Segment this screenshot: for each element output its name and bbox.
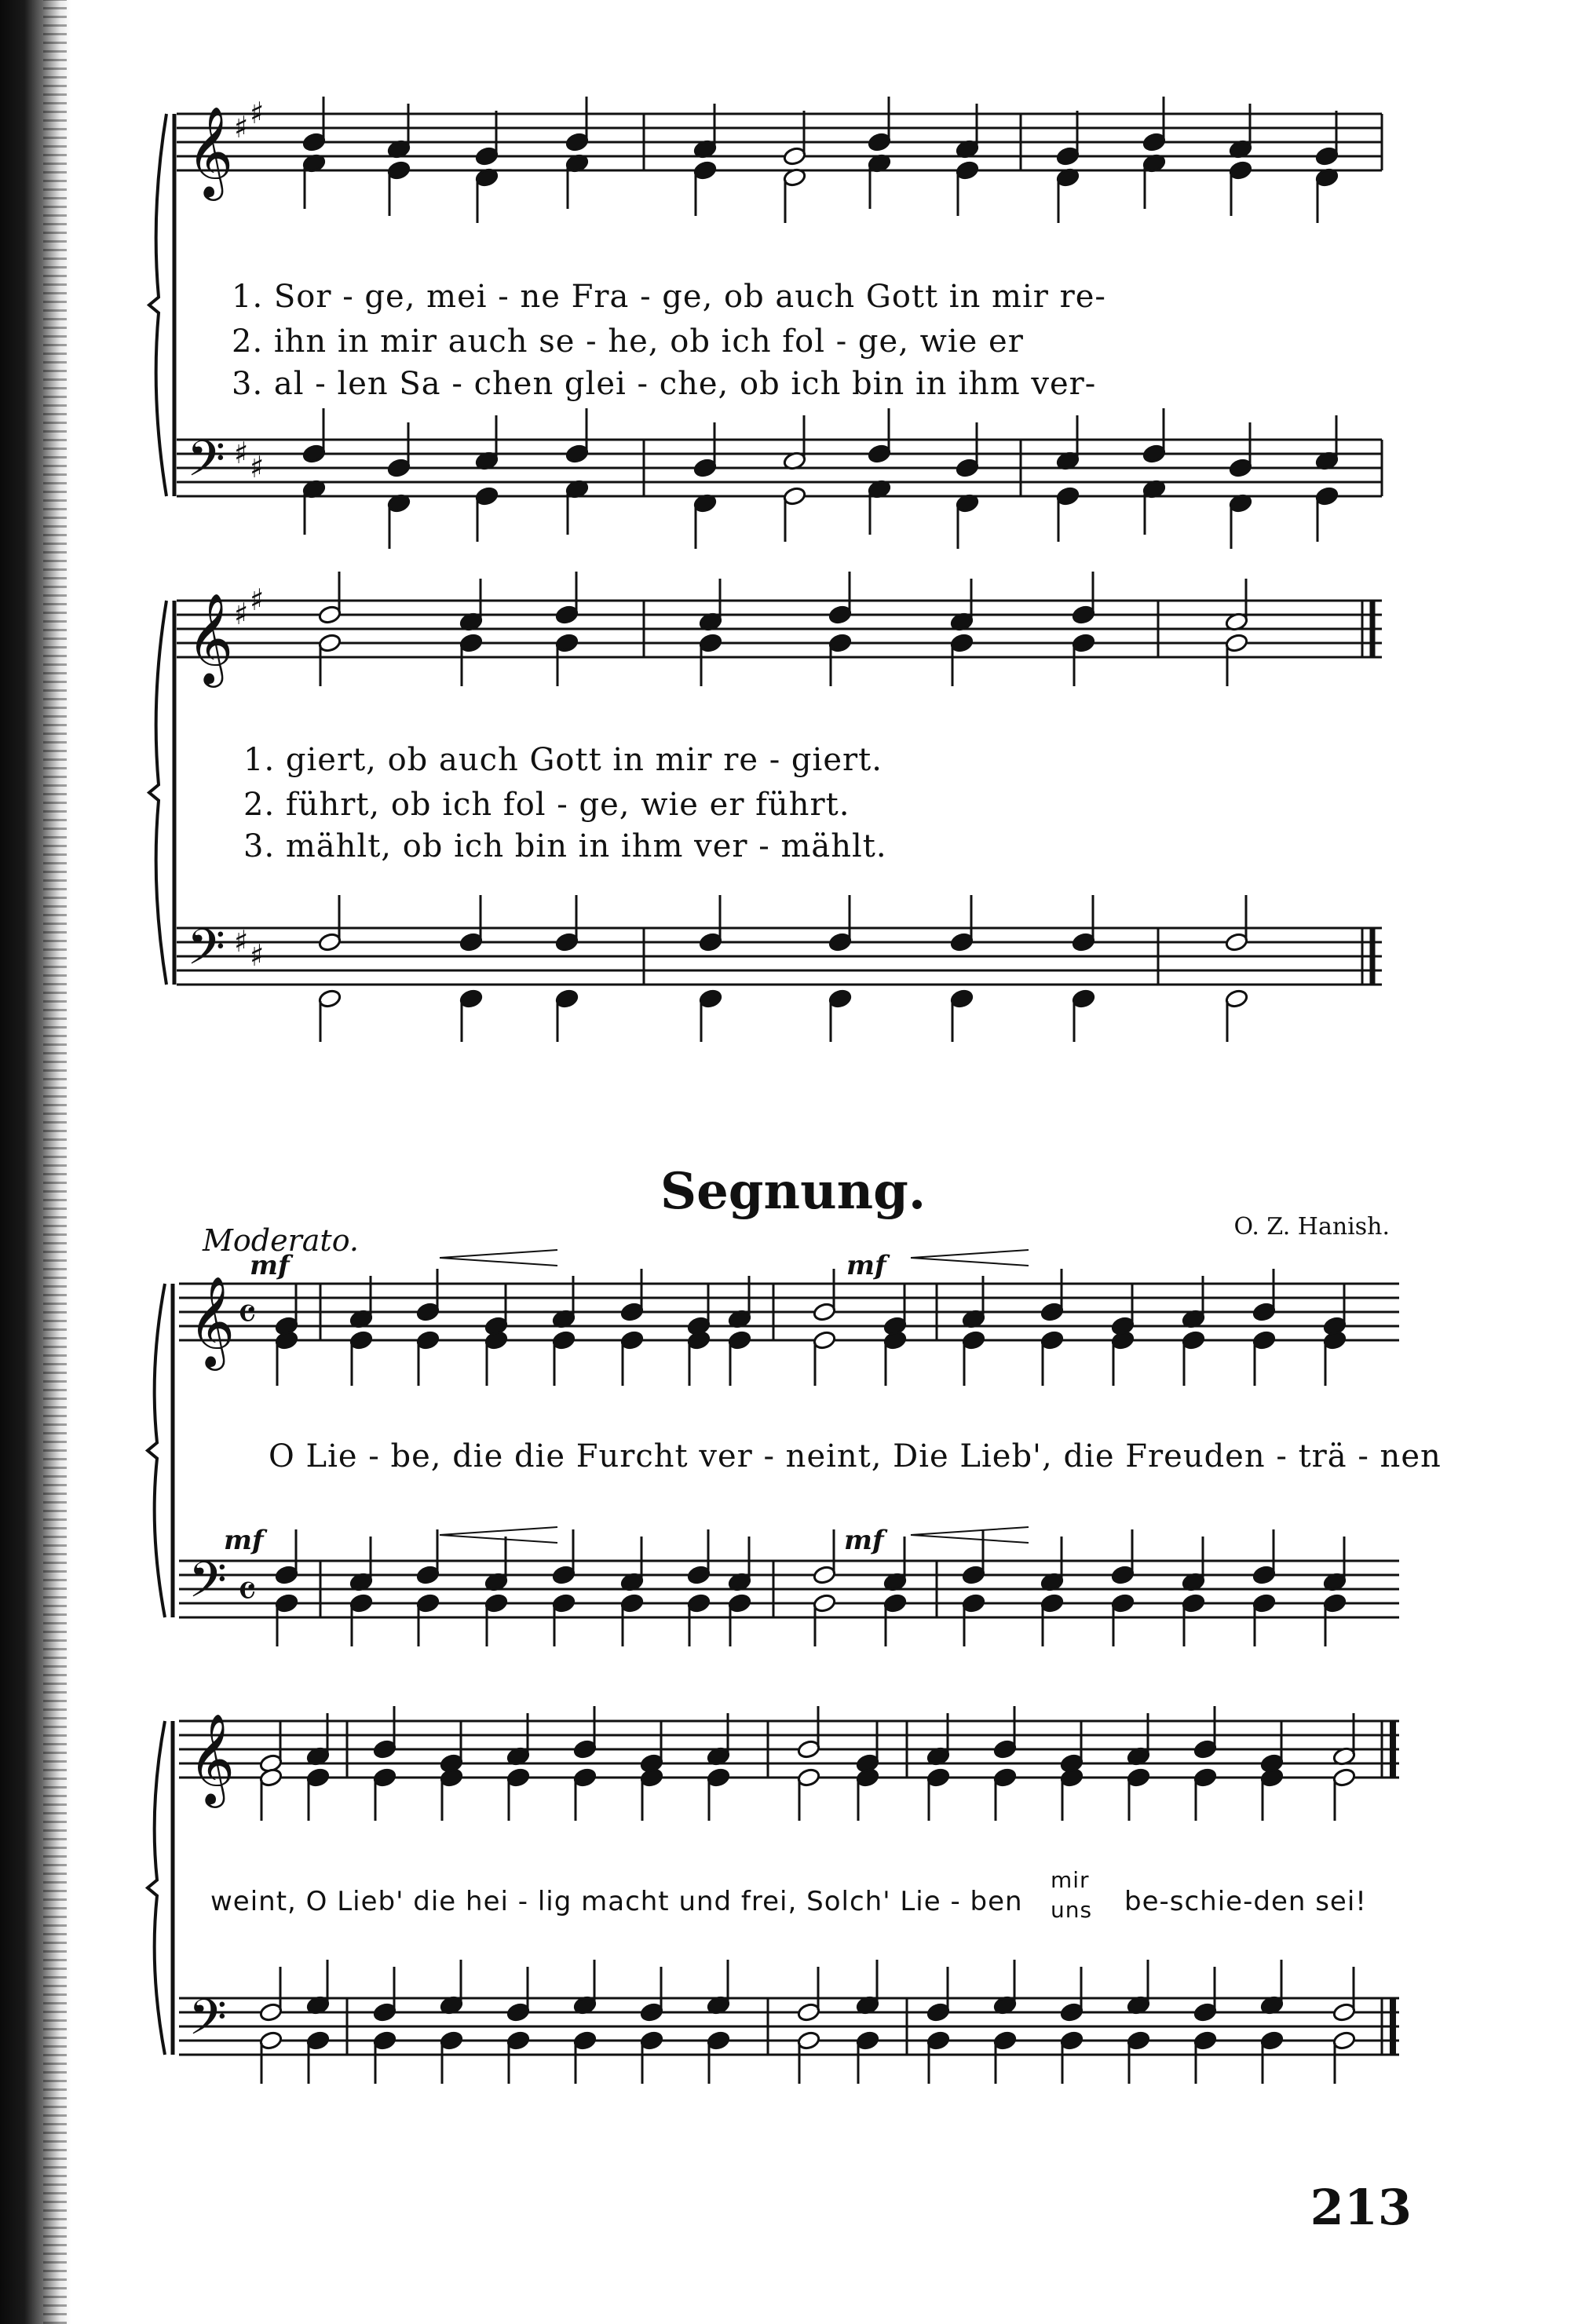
lyric-verse-1-line-1: 1. Sor - ge, mei - ne Fra - ge, ob auch Gott in mir re- [232,279,1106,315]
system-brace [149,114,166,496]
lyric-choice-mir: mir [1051,1867,1090,1893]
bass-clef: 𝄢 [188,1988,227,2058]
crescendo-hairpin [440,1250,557,1266]
song-title: Segnung. [660,1162,926,1221]
lyric-segnung-line-2a: weint, O Lieb' die hei - lig macht und frei, Solch' Lie - ben [210,1886,1023,1917]
dynamic-mf-treble-2: mf [846,1250,886,1281]
lyric-segnung-line-2b: be-schie-den sei! [1124,1886,1367,1917]
treble-clef: 𝄞 [188,1712,236,1804]
treble-clef: 𝄞 [188,1275,236,1367]
sharp-sign: ♯ [250,96,265,130]
system-brace [148,1721,165,2055]
bass-clef: 𝄢 [188,1551,227,1621]
common-time: 𝄴 [237,1289,258,1340]
bass-clef: 𝄢 [187,429,225,499]
treble-clef: 𝄞 [187,105,234,197]
lyric-verse-2-line-1: 2. ihn in mir auch se - he, ob ich fol - ge, wie er [232,323,1024,360]
sharp-sign: ♯ [234,597,249,631]
sharp-sign: ♯ [250,450,265,484]
system-brace [148,1284,165,1617]
tempo-marking: Moderato. [203,1223,359,1258]
lyric-verse-1-line-2: 1. giert, ob auch Gott in mir re - giert. [243,742,883,778]
lyric-choice-uns: uns [1051,1897,1093,1923]
system-brace [149,601,166,985]
dynamic-mf-bass-2: mf [844,1525,884,1556]
treble-clef: 𝄞 [187,592,234,684]
common-time: 𝄴 [237,1566,258,1617]
bass-clef: 𝄢 [187,918,225,988]
composer-credit: O. Z. Hanish. [1233,1213,1390,1241]
page-number: 213 [1310,2179,1412,2236]
sharp-sign: ♯ [234,924,249,959]
sharp-sign: ♯ [234,436,249,470]
lyric-verse-2-line-2: 2. führt, ob ich fol - ge, wie er führt. [243,787,850,823]
lyric-verse-3-line-2: 3. mählt, ob ich bin in ihm ver - mählt. [243,828,887,864]
crescendo-hairpin [440,1527,557,1543]
crescendo-hairpin [911,1250,1029,1266]
dynamic-mf-treble-1: mf [250,1250,290,1281]
lyric-segnung-line-1: O Lie - be, die die Furcht ver - neint, Die Lieb', die Freuden - trä - nen [269,1438,1442,1474]
lyric-verse-3-line-1: 3. al - len Sa - chen glei - che, ob ich bin in ihm ver- [232,366,1097,402]
dynamic-mf-bass-1: mf [224,1525,264,1556]
sharp-sign: ♯ [250,583,265,617]
sharp-sign: ♯ [234,110,249,144]
sharp-sign: ♯ [250,938,265,973]
crescendo-hairpin [911,1527,1029,1543]
